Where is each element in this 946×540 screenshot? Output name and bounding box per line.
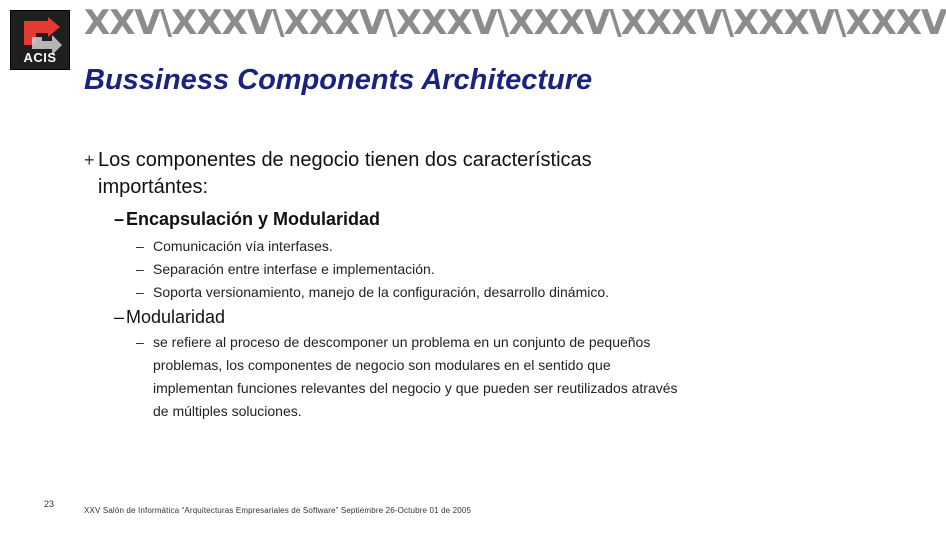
item-marker: – (136, 334, 144, 350)
footer-text: XXV Salón de Informática “Arquitecturas Empresariales de Software” Septiembre 26-Octubre 01 de 2005 (84, 506, 472, 515)
list-item (136, 235, 609, 258)
logo-text: ACIS (23, 50, 57, 65)
list-item (136, 331, 683, 423)
page-number: 23 (44, 499, 55, 509)
bullet-marker: + (84, 150, 95, 170)
banner-text: XXV\XXXV\XXXV\XXXV\XXXV\XXXV\XXXV\XXXV (84, 3, 946, 43)
section-heading (114, 209, 380, 230)
list-item-text: Soporta versionamiento, manejo de la configuración, desarrollo dinámico. (153, 284, 610, 300)
list-item-text: se refiere al proceso de descomponer un problema en un conjunto de pequeños problemas, los componentes de negocio son modulares en el sentido que implementan funciones relevantes del negocio y que pueden ser reutilizados através de múltiples soluciones. (153, 334, 678, 419)
section-marker: – (114, 209, 125, 229)
list-item-text: Comunicación vía interfases. (153, 238, 333, 254)
slide-title: Bussiness Components Architecture (84, 64, 593, 96)
item-marker: – (136, 238, 144, 254)
header-banner (84, 3, 946, 43)
section-marker: – (114, 307, 125, 327)
acis-logo (10, 10, 70, 70)
main-bullet-text: Los componentes de negocio tienen dos características importántes: (98, 149, 592, 198)
main-bullet (84, 147, 644, 201)
acis-arrows-icon (18, 15, 64, 55)
item-marker: – (136, 261, 144, 277)
list-item (136, 281, 609, 304)
section-items (136, 235, 609, 304)
section-heading (114, 307, 225, 328)
item-marker: – (136, 284, 144, 300)
section-items (136, 331, 696, 423)
list-item-text: Separación entre interfase e implementación. (153, 261, 435, 277)
section-heading-text: Modularidad (126, 307, 226, 327)
list-item (136, 258, 609, 281)
section-heading-text: Encapsulación y Modularidad (126, 209, 381, 229)
